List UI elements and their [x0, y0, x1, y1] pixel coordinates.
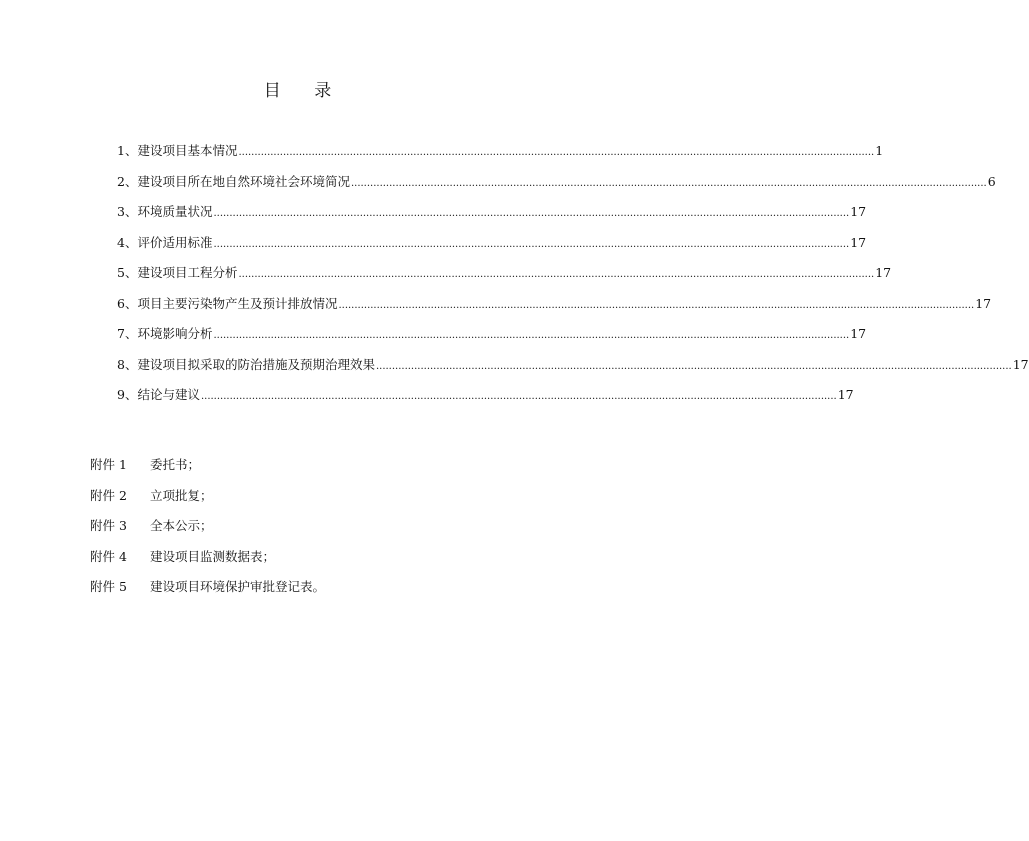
toc-entry-label: 4、评价适用标准	[117, 234, 213, 250]
toc-entry[interactable]	[117, 294, 992, 325]
toc-entry-label: 2、建设项目所在地自然环境社会环境简况	[117, 173, 350, 189]
attachment-list	[90, 455, 325, 608]
toc-leader-dots: ........................................................................................................................................................................................................	[213, 238, 850, 250]
attachment-title: 建设项目监测数据表；	[150, 548, 276, 564]
attachment-item	[90, 577, 325, 608]
toc-page-number: 17	[850, 326, 867, 341]
attachment-title: 全本公示；	[150, 518, 213, 533]
toc-page-number: 17	[850, 234, 867, 250]
toc-page-number: 17	[850, 204, 867, 219]
toc-entry-label: 3、环境质量状况	[117, 204, 213, 219]
toc-entry[interactable]	[117, 324, 867, 355]
toc-leader-dots: ........................................................................................................................................................................................................	[238, 269, 875, 280]
attachment-number: 附件 4	[90, 548, 127, 564]
attachment-number: 附件 2	[90, 487, 127, 503]
toc-leader-dots: ........................................................................................................................................................................................................	[238, 147, 875, 158]
attachment-item	[90, 486, 325, 517]
table-of-contents	[117, 141, 1029, 416]
attachment-title: 委托书；	[150, 457, 201, 472]
attachment-number: 附件 3	[90, 518, 127, 533]
toc-leader-dots: ........................................................................................................................................................................................................	[200, 391, 837, 402]
attachment-number: 附件 1	[90, 457, 127, 472]
attachment-item	[90, 516, 325, 547]
attachment-title: 立项批复；	[150, 487, 213, 503]
toc-entry-label: 7、环境影响分析	[117, 326, 213, 341]
attachment-number: 附件 5	[90, 579, 127, 594]
toc-leader-dots: ........................................................................................................................................................................................................	[350, 177, 987, 189]
toc-page-number: 17	[1012, 356, 1029, 372]
toc-leader-dots: ........................................................................................................................................................................................................	[338, 299, 975, 311]
toc-page-number: 17	[837, 387, 854, 402]
attachment-title: 建设项目环境保护审批登记表。	[150, 579, 326, 594]
toc-entry-label: 1、建设项目基本情况	[117, 143, 238, 158]
toc-entry[interactable]	[117, 263, 892, 294]
toc-entry-label: 9、结论与建议	[117, 387, 200, 402]
toc-entry[interactable]	[117, 385, 854, 416]
toc-page-number: 17	[975, 295, 992, 311]
toc-page-number: 1	[875, 143, 884, 158]
toc-leader-dots: ........................................................................................................................................................................................................	[213, 208, 850, 219]
attachment-item	[90, 455, 325, 486]
toc-page-number: 6	[987, 173, 996, 189]
toc-leader-dots: ........................................................................................................................................................................................................	[213, 330, 850, 341]
toc-entry-label: 5、建设项目工程分析	[117, 265, 238, 280]
toc-entry[interactable]	[117, 172, 996, 203]
toc-entry[interactable]	[117, 233, 867, 264]
toc-entry[interactable]	[117, 355, 1029, 386]
toc-entry-label: 8、建设项目拟采取的防治措施及预期治理效果	[117, 356, 375, 372]
toc-entry-label: 6、项目主要污染物产生及预计排放情况	[117, 295, 338, 311]
toc-entry[interactable]	[117, 202, 867, 233]
toc-leader-dots: ........................................................................................................................................................................................................	[375, 360, 1012, 372]
toc-entry[interactable]	[117, 141, 884, 172]
attachment-item	[90, 547, 325, 578]
page-title: 目 录	[263, 81, 346, 101]
toc-page-number: 17	[875, 265, 892, 280]
